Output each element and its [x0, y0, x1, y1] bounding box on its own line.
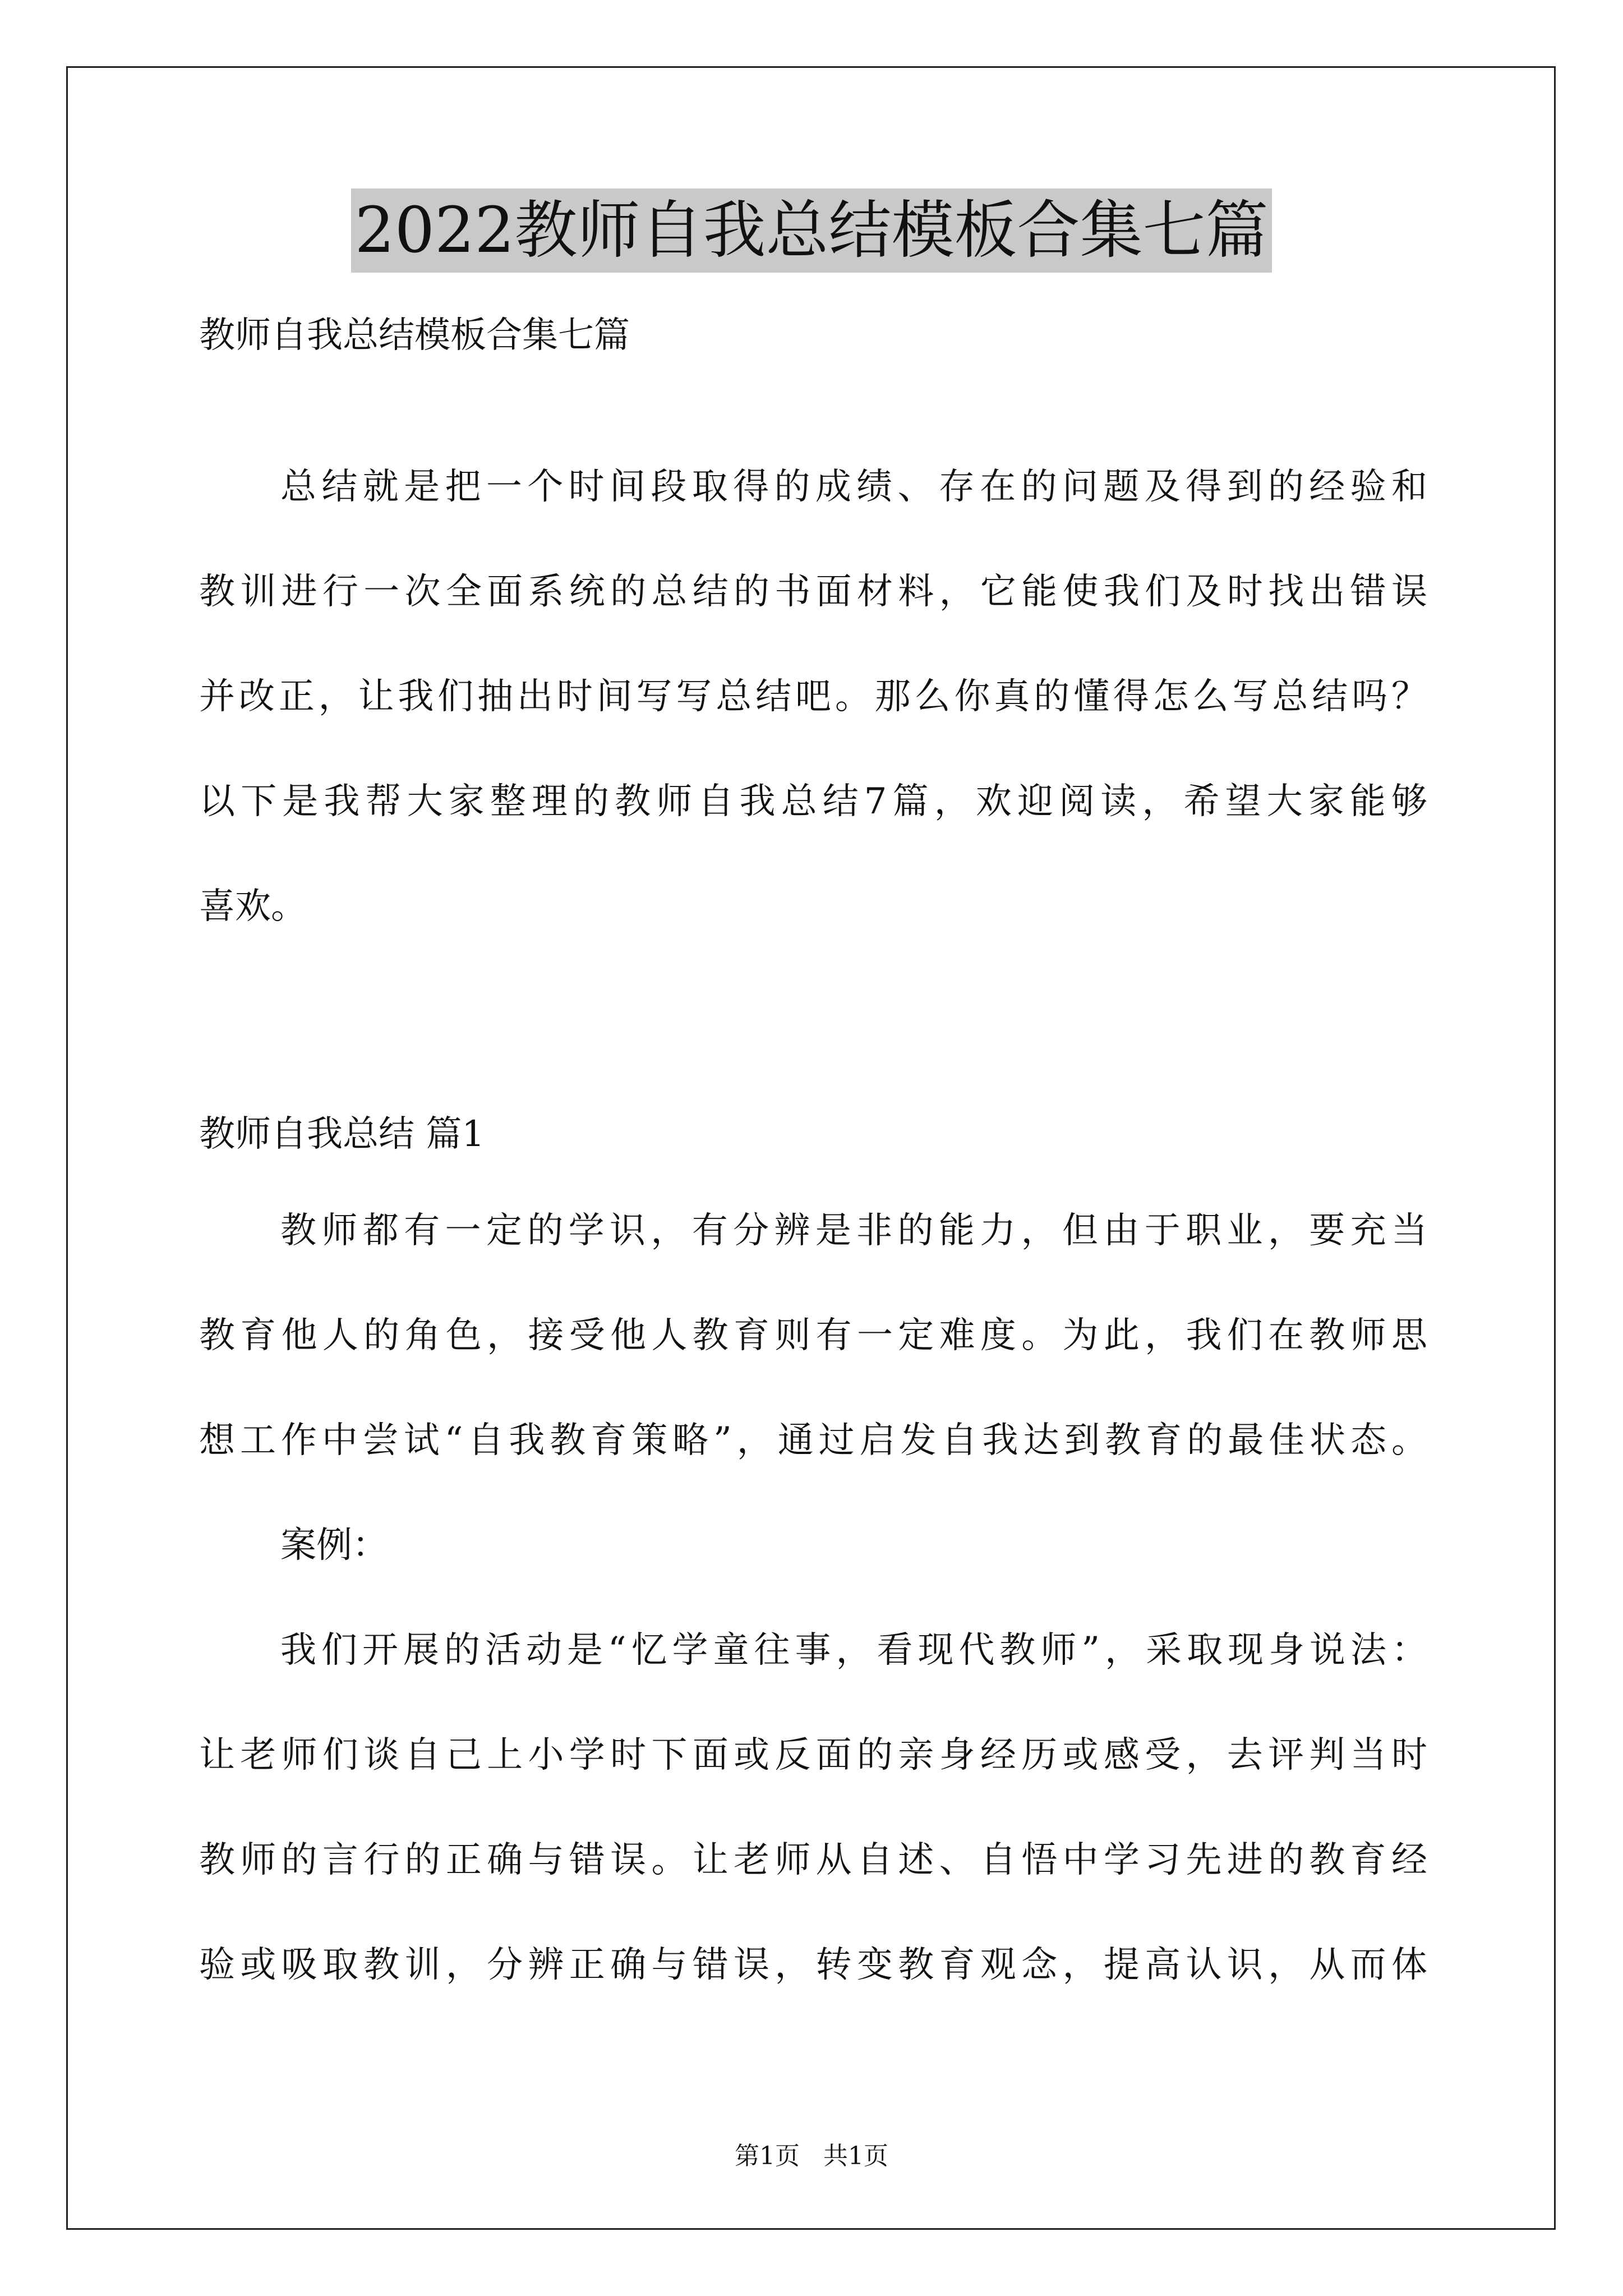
intro-line-2: 教训进行一次全面系统的总结的书面材料，它能使我们及时找出错误 [199, 571, 1427, 613]
section-heading: 教师自我总结 篇1 [199, 1114, 485, 1155]
document-title-text: 2022教师自我总结模板合集七篇 [351, 188, 1271, 273]
section-para2-line-4: 验或吸取教训，分辨正确与错误，转变教育观念，提高认识，从而体 [199, 1944, 1427, 1986]
page-footer: 第1页 共1页 [735, 2142, 888, 2170]
section-para1-line-1: 教师都有一定的学识，有分辨是非的能力，但由于职业，要充当 [280, 1210, 1427, 1251]
intro-line-4: 以下是我帮大家整理的教师自我总结7篇，欢迎阅读，希望大家能够 [199, 781, 1427, 822]
section-para2-line-1: 我们开展的活动是“忆学童往事，看现代教师”，采取现身说法： [280, 1630, 1427, 1671]
intro-line-1: 总结就是把一个时间段取得的成绩、存在的问题及得到的经验和 [280, 466, 1427, 508]
intro-line-3: 并改正，让我们抽出时间写写总结吧。那么你真的懂得怎么写总结吗？ [199, 676, 1427, 717]
document-subtitle: 教师自我总结模板合集七篇 [199, 315, 630, 356]
section-para2-line-2: 让老师们谈自己上小学时下面或反面的亲身经历或感受，去评判当时 [199, 1734, 1427, 1776]
intro-line-5: 喜欢。 [199, 886, 307, 927]
section-para1-line-3: 想工作中尝试“自我教育策略”，通过启发自我达到教育的最佳状态。 [199, 1420, 1427, 1461]
section-para1-line-2: 教育他人的角色，接受他人教育则有一定难度。为此，我们在教师思 [199, 1315, 1427, 1356]
case-label: 案例： [280, 1525, 388, 1566]
section-para2-line-3: 教师的言行的正确与错误。让老师从自述、自悟中学习先进的教育经 [199, 1839, 1427, 1881]
document-title [0, 194, 1623, 267]
